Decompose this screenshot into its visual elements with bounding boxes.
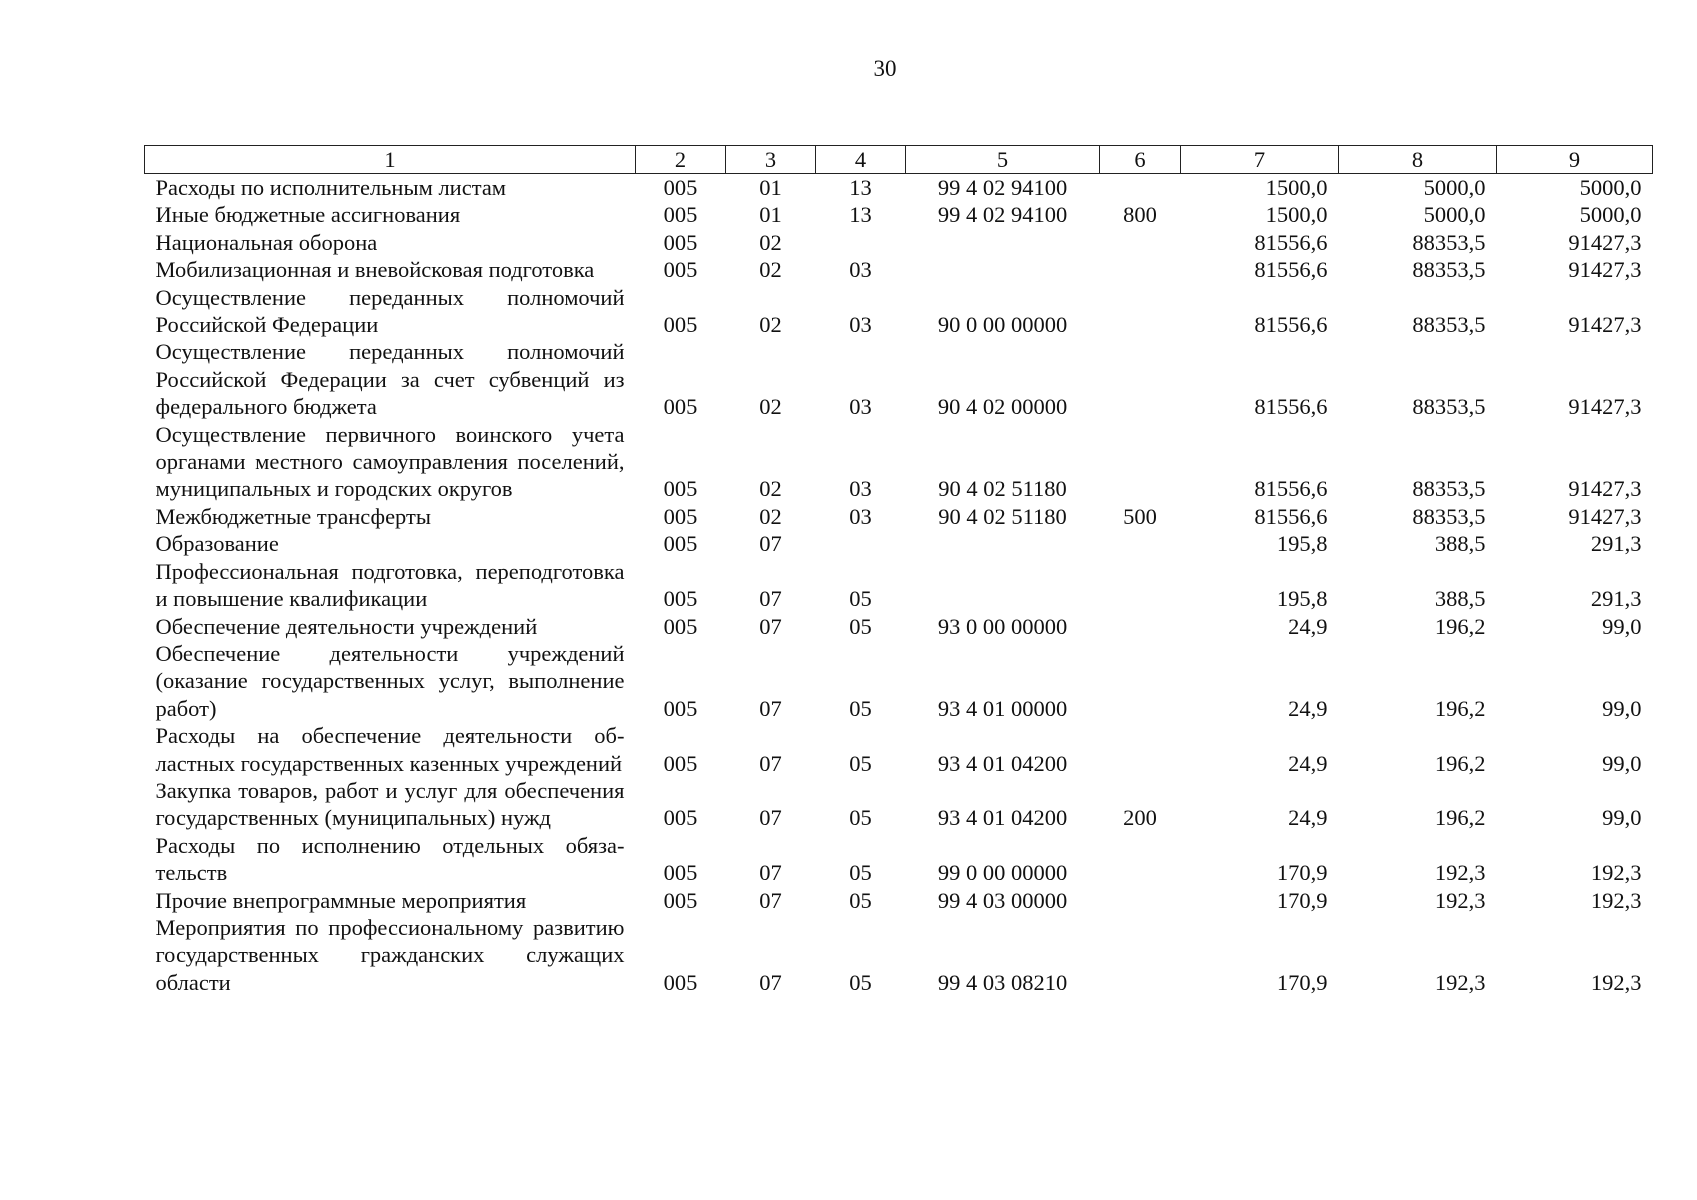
row-col-3: 07 [759,531,782,557]
row-col-9: 5000,0 [1579,202,1642,228]
row-col-9: 99,0 [1602,805,1642,831]
row-col-4: 03 [849,503,872,529]
table-row [145,201,1653,228]
table-row [145,558,1653,613]
table-row [145,256,1653,283]
row-col-2: 005 [663,586,698,612]
header-col-5: 5 [906,146,1100,174]
row-col-8: 192,3 [1434,887,1486,913]
row-col-4: 05 [849,805,872,831]
row-col-9: 99,0 [1602,695,1642,721]
row-col-5: 90 4 02 51180 [938,476,1067,502]
row-col-3: 02 [759,312,782,338]
header-col-6: 6 [1100,146,1181,174]
row-col-6 [1100,174,1181,202]
row-col-4: 03 [849,476,872,502]
row-name: Осуществление переданных полномочий Российской Федерации [155,284,625,338]
row-col-8: 88353,5 [1412,394,1486,420]
row-col-5: 93 0 00 00000 [937,613,1068,639]
row-col-8: 88353,5 [1412,503,1486,529]
row-col-9: 91427,3 [1568,312,1642,338]
row-col-3: 07 [759,805,782,831]
row-col-4: 03 [849,394,872,420]
row-col-9: 192,3 [1590,860,1642,886]
row-col-9: 99,0 [1602,750,1642,776]
table-row [145,777,1653,832]
row-name: Закупка товаров, работ и услуг для обеспечения государственных (муниципальных) нужд [155,777,625,831]
row-col-7: 1500,0 [1265,202,1328,228]
header-col-7: 7 [1181,146,1339,174]
row-col-9: 91427,3 [1568,394,1642,420]
table-row [145,640,1653,722]
row-col-7: 81556,6 [1254,229,1328,255]
row-col-5: 90 4 02 51180 [938,503,1067,529]
row-col-4: 03 [849,257,872,283]
row-col-2: 005 [663,887,698,913]
row-col-3: 02 [759,394,782,420]
header-col-8: 8 [1339,146,1497,174]
row-col-3: 01 [759,202,782,228]
row-col-2: 005 [663,312,698,338]
row-col-8: 388,5 [1434,586,1486,612]
row-col-6 [1100,613,1181,640]
row-col-6 [1100,229,1181,256]
row-col-6 [1100,256,1181,283]
table-body [145,174,1653,997]
row-name: Национальная оборона [155,229,378,255]
table-row [145,914,1653,996]
row-col-7: 24,9 [1288,805,1328,831]
row-col-4: 03 [849,312,872,338]
row-col-5: 99 4 02 94100 [937,202,1068,228]
header-col-3: 3 [726,146,816,174]
table-row [145,229,1653,256]
row-col-2: 005 [663,476,698,502]
row-col-6 [1100,558,1181,613]
row-col-2: 005 [663,257,698,283]
row-col-6 [1100,530,1181,557]
row-col-2: 005 [663,503,698,529]
row-col-5: 93 4 01 04200 [937,750,1068,776]
row-col-9: 91427,3 [1568,476,1642,502]
row-col-6 [1100,640,1181,722]
row-col-8: 196,2 [1434,805,1486,831]
row-col-2: 005 [663,394,698,420]
row-col-5 [906,530,1100,557]
table-row [145,174,1653,202]
row-name: Иные бюджетные ассигнования [155,202,461,228]
row-col-3: 07 [759,695,782,721]
row-col-8: 196,2 [1434,613,1486,639]
row-name: Осуществление переданных полномочий Российской Федерации за счет субвенций из федерального бюджета [155,339,625,420]
header-col-4: 4 [816,146,906,174]
row-col-9: 291,3 [1590,586,1642,612]
table-row [145,338,1653,420]
row-name: Обеспечение деятельности учреждений (оказание государственных услуг, выполнение работ) [155,640,625,721]
row-col-8: 88353,5 [1412,476,1486,502]
page-number: 30 [873,56,897,81]
row-col-4: 05 [849,586,872,612]
row-name: Мобилизационная и вневойсковая подготовка [155,257,595,283]
row-col-3: 02 [759,503,782,529]
row-col-6 [1100,722,1181,777]
row-col-7: 81556,6 [1254,394,1328,420]
row-col-7: 1500,0 [1265,175,1328,200]
row-col-2: 005 [663,805,698,831]
row-col-9: 99,0 [1602,613,1642,639]
row-col-6 [1100,421,1181,503]
table-row [145,887,1653,914]
row-col-9: 192,3 [1590,887,1642,913]
header-row [145,146,1653,174]
row-col-4: 05 [849,887,872,913]
table-row [145,503,1653,530]
row-name: Образование [155,531,279,557]
header-col-2: 2 [636,146,726,174]
row-name: Профессиональная подготовка, переподготовка и повышение квалификации [155,558,625,612]
row-col-3: 02 [759,476,782,502]
row-col-7: 81556,6 [1254,503,1328,529]
row-col-5: 99 0 00 00000 [937,860,1068,886]
row-col-3: 07 [759,750,782,776]
table-row [145,722,1653,777]
row-col-2: 005 [663,860,698,886]
row-col-5: 99 4 03 08210 [937,969,1068,995]
header-col-1: 1 [145,146,636,174]
row-col-6 [1100,338,1181,420]
row-col-8: 192,3 [1434,860,1486,886]
row-col-7: 195,8 [1276,586,1328,612]
row-name: Мероприятия по профессиональному развитию государственных гражданских служащих области [155,914,625,995]
row-col-9: 192,3 [1590,969,1642,995]
row-col-8: 5000,0 [1423,202,1486,228]
row-col-3: 01 [759,175,782,200]
row-col-2: 005 [663,695,698,721]
row-col-8: 88353,5 [1412,229,1486,255]
row-col-7: 24,9 [1288,695,1328,721]
row-col-7: 81556,6 [1254,312,1328,338]
row-col-8: 5000,0 [1423,175,1486,200]
row-col-4: 05 [849,969,872,995]
table-row [145,613,1653,640]
row-col-5 [906,229,1100,256]
row-col-2: 005 [663,750,698,776]
row-col-4: 05 [849,860,872,886]
row-col-2: 005 [663,613,698,639]
row-col-3: 07 [759,969,782,995]
row-col-8: 388,5 [1434,531,1486,557]
row-col-7: 170,9 [1276,860,1328,886]
row-col-7: 24,9 [1288,750,1328,776]
row-name: Межбюджетные трансферты [155,503,431,529]
budget-table [144,145,1653,996]
row-col-5: 99 4 03 00000 [937,887,1068,913]
row-col-2: 005 [663,229,698,255]
row-name: Расходы по исполнительным листам [155,175,507,200]
row-col-8: 196,2 [1434,750,1486,776]
row-col-9: 91427,3 [1568,257,1642,283]
row-col-4 [816,530,906,557]
row-col-5 [906,558,1100,613]
row-name: Обеспечение деятельности учреждений [155,613,538,639]
row-col-5: 99 4 02 94100 [937,175,1068,200]
row-col-6: 500 [1123,503,1157,529]
header-col-9: 9 [1497,146,1653,174]
table-row [145,832,1653,887]
row-col-8: 196,2 [1434,695,1486,721]
row-col-5: 90 4 02 00000 [937,394,1068,420]
row-col-4: 13 [849,175,872,200]
row-col-6 [1100,914,1181,996]
row-col-7: 24,9 [1288,613,1328,639]
row-col-6 [1100,284,1181,339]
row-col-6 [1100,887,1181,914]
row-col-8: 88353,5 [1412,257,1486,283]
row-col-2: 005 [663,531,698,557]
row-col-7: 170,9 [1276,887,1328,913]
row-col-4: 05 [849,750,872,776]
table-row [145,421,1653,503]
row-col-4 [816,229,906,256]
row-col-9: 91427,3 [1568,503,1642,529]
row-col-2: 005 [663,202,698,228]
row-col-6: 800 [1123,202,1157,228]
row-col-3: 02 [759,229,782,255]
row-col-3: 07 [759,613,782,639]
table-row [145,530,1653,557]
row-col-5 [906,256,1100,283]
row-col-7: 81556,6 [1254,476,1328,502]
table-row [145,284,1653,339]
row-col-3: 07 [759,887,782,913]
row-col-7: 195,8 [1276,531,1328,557]
row-col-2: 005 [663,175,698,200]
row-name: Расходы по исполнению отдельных обязательств [155,832,625,886]
row-col-6 [1100,832,1181,887]
row-col-4: 05 [849,695,872,721]
row-col-7: 81556,6 [1254,257,1328,283]
row-col-3: 07 [759,586,782,612]
row-col-4: 13 [849,202,872,228]
row-col-9: 291,3 [1590,531,1642,557]
row-name: Осуществление первичного воинского учета органами местного самоуправления поселений, муниципальных и городских округов [155,421,625,502]
row-col-4: 05 [849,613,872,639]
row-col-9: 5000,0 [1579,175,1642,200]
row-col-8: 88353,5 [1412,312,1486,338]
row-col-9: 91427,3 [1568,229,1642,255]
table-header [145,146,1653,174]
row-col-8: 192,3 [1434,969,1486,995]
row-col-7: 170,9 [1276,969,1328,995]
row-col-5: 93 4 01 04200 [937,805,1068,831]
row-col-3: 02 [759,257,782,283]
row-col-5: 93 4 01 00000 [937,695,1068,721]
row-col-3: 07 [759,860,782,886]
row-col-6: 200 [1123,805,1157,831]
row-name: Прочие внепрограммные мероприятия [155,887,527,913]
row-name: Расходы на обеспечение деятельности областных государственных казенных учреждений [155,723,625,776]
row-col-2: 005 [663,969,698,995]
row-col-5: 90 0 00 00000 [937,312,1068,338]
